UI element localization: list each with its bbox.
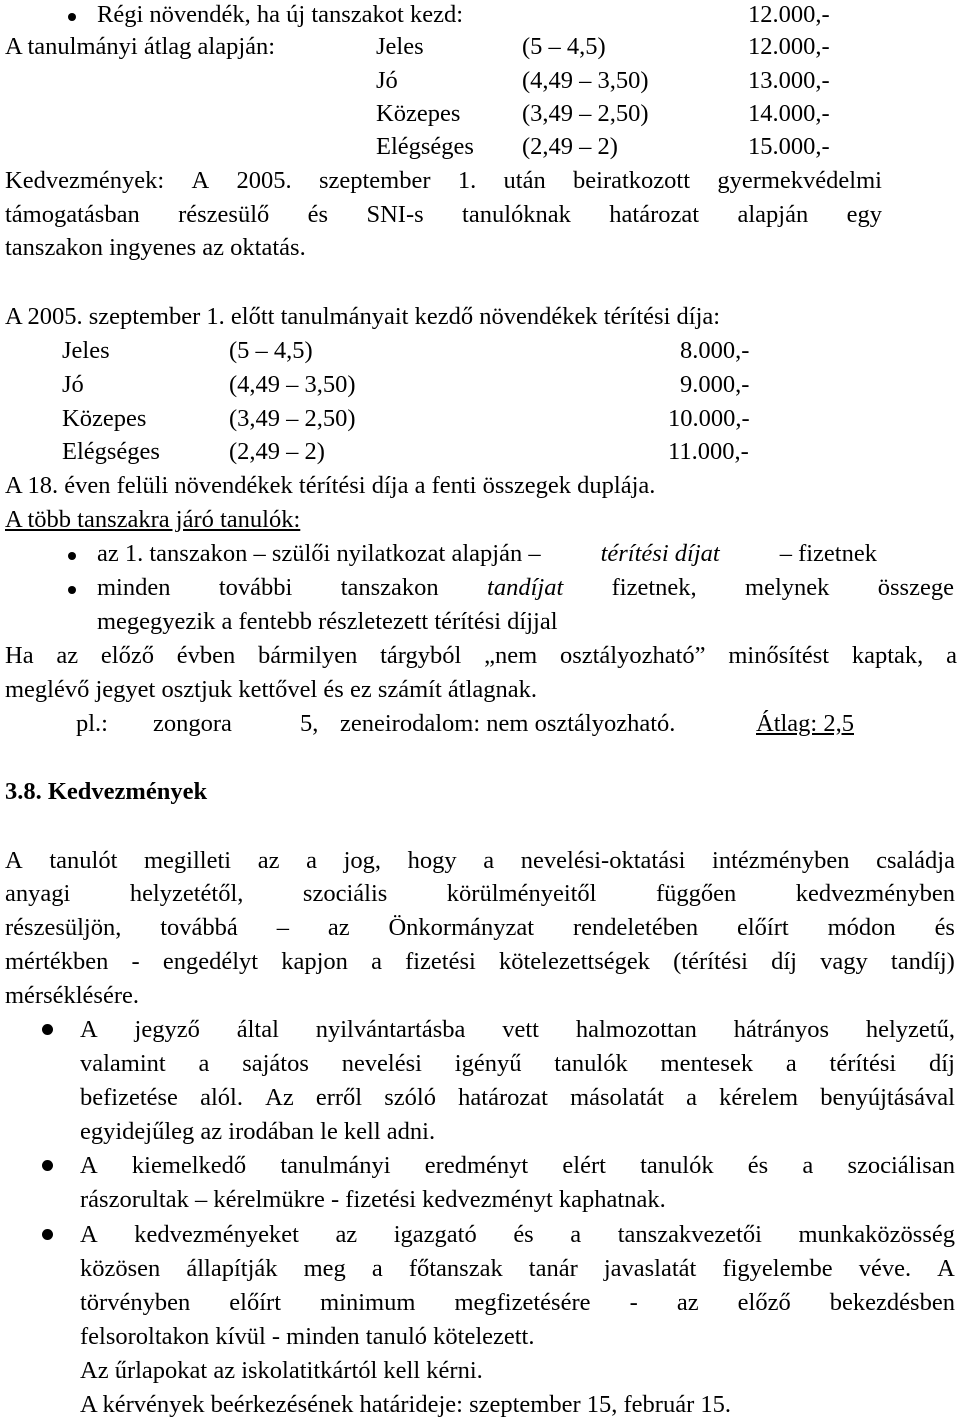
word: a <box>802 1152 814 1179</box>
word: nevelési <box>341 1050 422 1077</box>
bullet-dot <box>68 552 76 560</box>
word: díj <box>929 1050 955 1077</box>
word: munkaközösség <box>798 1221 955 1248</box>
word: családja <box>876 847 955 874</box>
bullet-dot <box>42 1024 53 1035</box>
word: a <box>570 1221 582 1248</box>
word: tárgyból <box>380 642 462 669</box>
word: határozat <box>609 201 700 228</box>
intro-line-2 <box>5 879 955 909</box>
bullet2-line-1 <box>80 1151 955 1181</box>
word: SNI-s <box>366 201 424 228</box>
bullet2-line-2: rászorultak – kérelmükre - fizetési kedvezményt kaphatnak. <box>80 1186 666 1213</box>
word: hátrányos <box>733 1016 830 1043</box>
word: jegyző <box>134 1016 200 1043</box>
word: kiemelkedő <box>131 1152 247 1179</box>
word: előírt <box>229 1289 282 1316</box>
avg-grade: Közepes <box>376 100 461 127</box>
word: körülményeitől <box>446 880 597 907</box>
avg-label: A tanulmányi átlag alapján: <box>5 33 276 60</box>
example-prefix: pl.: <box>76 710 108 737</box>
word: beiratkozott <box>573 167 691 194</box>
word: Önkormányzat <box>388 914 535 941</box>
intro-line-3 <box>5 913 955 943</box>
word: támogatásban <box>5 201 140 228</box>
word: A <box>5 847 23 874</box>
word: tanulót <box>49 847 118 874</box>
word: fizetési <box>405 948 476 975</box>
before-range: (4,49 – 3,50) <box>229 371 356 398</box>
bullet-dot <box>42 1229 53 1240</box>
word: kapjon <box>281 948 348 975</box>
kedv-line-1 <box>5 166 882 196</box>
word: mentesek <box>660 1050 754 1077</box>
word: – <box>276 914 289 941</box>
bullet1-line-4: egyidejűleg az irodában le kell adni. <box>80 1118 436 1145</box>
word: megilleti <box>144 847 232 874</box>
bullet-dot <box>42 1160 53 1171</box>
word: sajátos <box>242 1050 309 1077</box>
word: melynek <box>745 574 830 601</box>
bullet3-line-5: Az űrlapokat az iskolatitkártól kell kérni. <box>80 1357 483 1384</box>
word: - <box>629 1289 638 1316</box>
word: a <box>306 847 317 874</box>
word: mértékben <box>5 948 109 975</box>
word: rendeletében <box>572 914 699 941</box>
word: továbbá <box>160 914 238 941</box>
word: állapítják <box>186 1255 278 1282</box>
bullet-dot <box>68 13 76 21</box>
before-grade: Jó <box>62 371 84 398</box>
word: benyújtásával <box>820 1084 955 1111</box>
bullet3-line-1 <box>80 1220 955 1250</box>
word: 2005. <box>236 167 292 194</box>
word: szeptember <box>318 167 431 194</box>
bullet3-line-4: felsoroltakon kívül - minden tanuló kötelezett. <box>80 1323 535 1350</box>
word: Kedvezmények: <box>5 167 165 194</box>
word: kérelem <box>719 1084 799 1111</box>
word: évben <box>176 642 236 669</box>
word: és <box>513 1221 534 1248</box>
bullet3-line-3 <box>80 1288 955 1318</box>
before-range: (5 – 4,5) <box>229 337 313 364</box>
word: tanulóknak <box>462 201 571 228</box>
word: további <box>218 574 293 601</box>
multi-item-2-cont: megegyezik a fentebb részletezett térítési díjjal <box>97 608 558 635</box>
word: és <box>747 1152 769 1179</box>
word: A <box>937 1255 955 1282</box>
word: minimum <box>320 1289 416 1316</box>
over18-note: A 18. éven felüli növendékek térítési díja a fenti összegek duplája. <box>5 472 656 499</box>
before-amount: 8.000,- <box>680 337 750 364</box>
item1-term: térítési díjat <box>600 540 720 567</box>
word: „nem <box>484 642 538 669</box>
word: meg <box>303 1255 346 1282</box>
word: előírt <box>737 914 789 941</box>
avg-grade: Elégséges <box>376 133 474 160</box>
word: kedvezményeket <box>134 1221 299 1248</box>
before-amount: 9.000,- <box>680 371 750 398</box>
word: megfizetésére <box>454 1289 591 1316</box>
word: A <box>80 1152 98 1179</box>
avg-amount: 14.000,- <box>748 100 830 127</box>
example-average: Átlag: 2,5 <box>756 710 854 737</box>
word: intézményben <box>712 847 850 874</box>
avg-amount: 12.000,- <box>748 33 830 60</box>
word: bármilyen <box>258 642 358 669</box>
word: osztályozható” <box>559 642 706 669</box>
word: és <box>307 201 329 228</box>
before-heading: A 2005. szeptember 1. előtt tanulmányait kezdő növendékek térítési díja: <box>5 303 721 330</box>
word: törvényben <box>80 1289 191 1316</box>
word: minden <box>97 574 171 601</box>
bullet1-line-2 <box>80 1049 955 1079</box>
kedv-line-3: tanszakon ingyenes az oktatás. <box>5 234 306 261</box>
avg-grade: Jó <box>376 67 398 94</box>
word: A <box>191 167 210 194</box>
word: tanulók <box>640 1152 714 1179</box>
word: befizetése <box>80 1084 178 1111</box>
section-title: 3.8. Kedvezmények <box>5 778 208 805</box>
top-fee-amount: 12.000,- <box>748 1 830 28</box>
before-grade: Elégséges <box>62 438 160 465</box>
avg-amount: 13.000,- <box>748 67 830 94</box>
word: által <box>236 1016 279 1043</box>
word: szociális <box>302 880 388 907</box>
word: az <box>56 642 79 669</box>
intro-line-1 <box>5 846 955 876</box>
word: a <box>371 1255 383 1282</box>
word: kedvezményben <box>795 880 955 907</box>
word: A <box>80 1016 98 1043</box>
example-zongora: zongora <box>153 710 232 737</box>
word: véve. <box>858 1255 912 1282</box>
word: halmozottan <box>575 1016 697 1043</box>
word: díj <box>771 948 797 975</box>
word: engedélyt <box>162 948 259 975</box>
avg-grade: Jeles <box>376 33 424 60</box>
word: minősítést <box>728 642 830 669</box>
word: figyelembe <box>722 1255 833 1282</box>
multi-heading: A több tanszakra járó tanulók: <box>5 506 301 533</box>
word: vett <box>502 1016 539 1043</box>
before-range: (2,49 – 2) <box>229 438 325 465</box>
word: részesülő <box>178 201 270 228</box>
word: az <box>676 1289 699 1316</box>
kedv-line-2 <box>5 200 882 230</box>
word: nyilvántartásba <box>315 1016 466 1043</box>
word: bekezdésben <box>829 1289 955 1316</box>
word: helyzetű, <box>865 1016 955 1043</box>
word: térítési <box>829 1050 897 1077</box>
word: másolatát <box>570 1084 664 1111</box>
example-grade: 5, <box>300 710 319 737</box>
word: igényű <box>454 1050 522 1077</box>
word: az <box>257 847 280 874</box>
before-grade: Közepes <box>62 405 147 432</box>
bullet1-line-1 <box>80 1015 955 1045</box>
word: a <box>198 1050 210 1077</box>
word: a <box>946 642 957 669</box>
word: elért <box>562 1152 606 1179</box>
word: helyzetétől, <box>129 880 244 907</box>
word: nevelési-oktatási <box>520 847 686 874</box>
word: előző <box>737 1289 791 1316</box>
avg-range: (4,49 – 3,50) <box>522 67 649 94</box>
word: az <box>327 914 350 941</box>
word: eredményt <box>424 1152 529 1179</box>
word: tandíj) <box>890 948 955 975</box>
word: közösen <box>80 1255 161 1282</box>
prev-year-line-2: meglévő jegyet osztjuk kettővel és ez számít átlagnak. <box>5 676 538 703</box>
word: (térítési <box>673 948 748 975</box>
word: gyermekvédelmi <box>717 167 882 194</box>
word: részesüljön, <box>5 914 122 941</box>
word: 1. <box>457 167 477 194</box>
avg-range: (5 – 4,5) <box>522 33 606 60</box>
word: egy <box>846 201 882 228</box>
word: Az <box>265 1084 294 1111</box>
word: függően <box>656 880 737 907</box>
word: főtanszak <box>408 1255 503 1282</box>
word: után <box>503 167 546 194</box>
word: kaptak, <box>851 642 924 669</box>
avg-amount: 15.000,- <box>748 133 830 160</box>
before-amount: 10.000,- <box>668 405 750 432</box>
word: összege <box>877 574 954 601</box>
word: előző <box>100 642 154 669</box>
word: - <box>131 948 140 975</box>
bullet-dot <box>68 586 76 594</box>
word: szociálisan <box>847 1152 955 1179</box>
word: A <box>80 1221 98 1248</box>
avg-range: (3,49 – 2,50) <box>522 100 649 127</box>
word: a <box>483 847 495 874</box>
word: anyagi <box>5 880 71 907</box>
multi-item-2 <box>97 573 954 603</box>
intro-line-4 <box>5 947 955 977</box>
word: szóló <box>384 1084 436 1111</box>
multi-item-1 <box>97 539 877 569</box>
word: tanszakvezetői <box>617 1221 762 1248</box>
word: határozat <box>458 1084 548 1111</box>
word: tanulók <box>554 1050 628 1077</box>
word: javaslatát <box>603 1255 697 1282</box>
prev-year-line-1 <box>5 641 957 671</box>
word: az <box>335 1221 358 1248</box>
intro-line-5: mérséklésére. <box>5 982 139 1009</box>
example-rest: zeneirodalom: nem osztályozható. <box>340 710 676 737</box>
top-fee-label: Régi növendék, ha új tanszakot kezd: <box>97 1 464 28</box>
word: valamint <box>80 1050 166 1077</box>
before-amount: 11.000,- <box>668 438 749 465</box>
word: igazgató <box>393 1221 477 1248</box>
word: kötelezettségek <box>498 948 650 975</box>
before-grade: Jeles <box>62 337 110 364</box>
word: a <box>686 1084 697 1111</box>
word: tanszakon <box>340 574 439 601</box>
avg-range: (2,49 – 2) <box>522 133 618 160</box>
word: erről <box>315 1084 363 1111</box>
item1-part-a: az 1. tanszakon – szülői nyilatkozat alapján – <box>97 540 541 567</box>
word: és <box>934 914 955 941</box>
word: vagy <box>820 948 868 975</box>
word: a <box>371 948 382 975</box>
word: tandíjat <box>487 574 564 601</box>
word: alapján <box>737 201 809 228</box>
bullet1-line-3 <box>80 1083 955 1113</box>
word: módon <box>827 914 896 941</box>
word: jog, <box>343 847 382 874</box>
word: tanulmányi <box>280 1152 391 1179</box>
word: Ha <box>5 642 34 669</box>
word: a <box>785 1050 797 1077</box>
word: tanár <box>528 1255 578 1282</box>
word: hogy <box>407 847 457 874</box>
word: alól. <box>200 1084 243 1111</box>
bullet3-line-6: A kérvények beérkezésének határideje: szeptember 15, február 15. <box>80 1391 731 1418</box>
before-range: (3,49 – 2,50) <box>229 405 356 432</box>
word: fizetnek, <box>611 574 697 601</box>
bullet3-line-2 <box>80 1254 955 1284</box>
item1-part-c: – fizetnek <box>779 540 877 567</box>
